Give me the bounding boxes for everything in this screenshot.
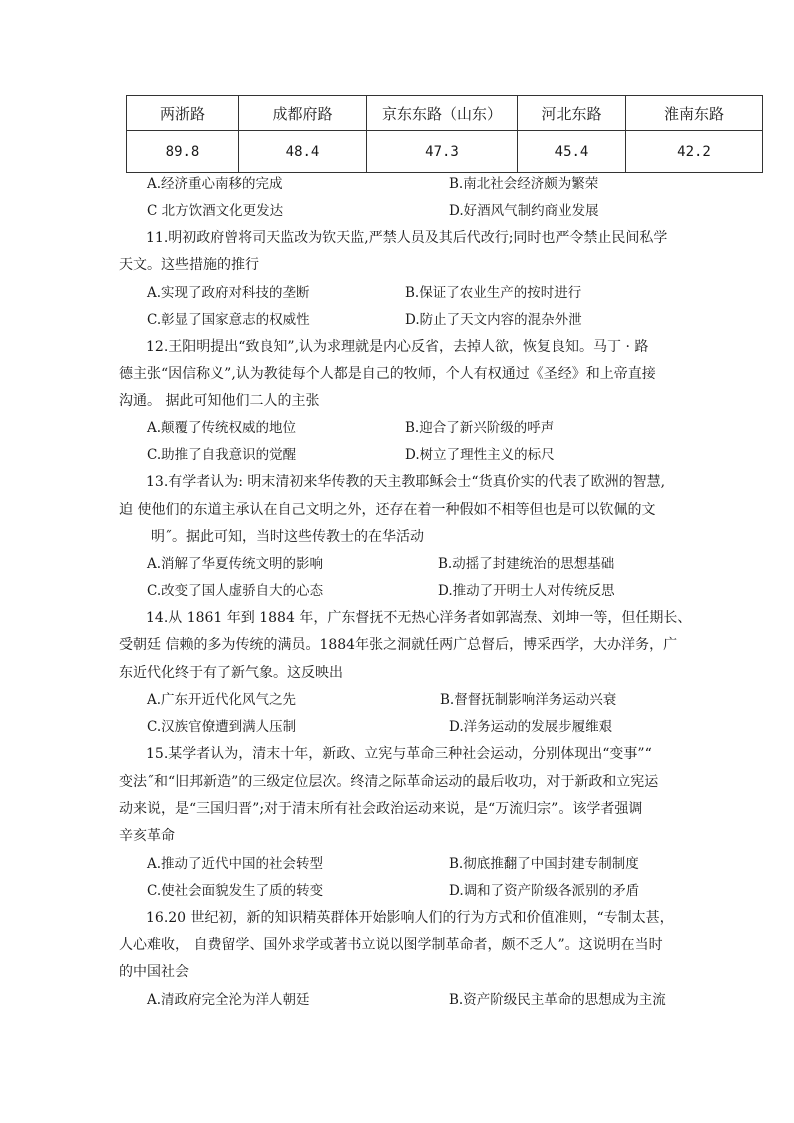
q13-option-a: A.消解了华夏传统文明的影响 bbox=[147, 556, 324, 572]
table-header-cell: 成都府路 bbox=[239, 96, 367, 131]
table-cell: 42.2 bbox=[626, 131, 763, 173]
table-header-cell: 河北东路 bbox=[518, 96, 626, 131]
q12-option-a: A.颠覆了传统权威的地位 bbox=[147, 420, 297, 436]
table-cell: 45.4 bbox=[518, 131, 626, 173]
q15-stem-line: 15.某学者认为，清末十年，新政、立宪与革命三种社会运动，分别体现出“变事”“ bbox=[146, 746, 652, 762]
q13-option-d: D.推动了开明士人对传统反思 bbox=[438, 583, 615, 599]
q12-option-c: C.助推了自我意识的觉醒 bbox=[147, 447, 297, 463]
table-header-cell: 京东东路（山东） bbox=[367, 96, 518, 131]
q13-option-b: B.动摇了封建统治的思想基础 bbox=[438, 556, 615, 572]
q13-stem-line: 13.有学者认为: 明末清初来华传教的天主教耶稣会士“货真价实的代表了欧洲的智慧, bbox=[146, 474, 666, 490]
q16-option-b: B.资产阶级民主革命的思想成为主流 bbox=[449, 992, 666, 1008]
q16-option-a: A.清政府完全沦为洋人朝廷 bbox=[147, 992, 310, 1008]
q11-option-c: C.彰显了国家意志的权威性 bbox=[147, 312, 310, 328]
q15-option-b: B.彻底推翻了中国封建专制制度 bbox=[449, 856, 639, 872]
q15-option-c: C.使社会面貌发生了质的转变 bbox=[147, 883, 324, 899]
q10-option-d: D.好酒风气制约商业发展 bbox=[449, 203, 599, 219]
q10-option-c: C 北方饮酒文化更发达 bbox=[147, 203, 284, 219]
q15-stem-line: 动来说，是“三国归晋”;对于清末所有社会政治运动来说，是“万流归宗”。该学者强调 bbox=[119, 801, 643, 817]
q14-option-b: B.督督抚制影响洋务运动兴衰 bbox=[440, 692, 617, 708]
q12-stem-line: 沟通。 据此可知他们二人的主张 bbox=[119, 393, 320, 409]
table-header-cell: 两浙路 bbox=[127, 96, 239, 131]
q10-option-b: B.南北社会经济颇为繁荣 bbox=[449, 176, 599, 192]
q15-option-d: D.调和了资产阶级各派别的矛盾 bbox=[449, 883, 640, 899]
q12-option-d: D.树立了理性主义的标尺 bbox=[405, 447, 555, 463]
q13-stem-line: 明˝。据此可知，当时这些传教士的在华活动 bbox=[151, 529, 424, 545]
q11-stem-line: 11.明初政府曾将司天监改为钦天监,严禁人员及其后代改行;同时也严令禁止民间私学 bbox=[146, 230, 668, 246]
table-cell: 89.8 bbox=[127, 131, 239, 173]
table-header-cell: 淮南东路 bbox=[626, 96, 763, 131]
q14-option-d: D.洋务运动的发展步履维艰 bbox=[449, 719, 613, 735]
q14-option-a: A.广东开近代化风气之先 bbox=[147, 692, 297, 708]
q11-stem-line: 天文。这些措施的推行 bbox=[119, 257, 259, 273]
q11-option-d: D.防止了天文内容的混杂外泄 bbox=[405, 312, 582, 328]
table-cell: 48.4 bbox=[239, 131, 367, 173]
q10-option-a: A.经济重心南移的完成 bbox=[147, 176, 283, 192]
q11-option-b: B.保证了农业生产的按时进行 bbox=[405, 285, 582, 301]
q14-option-c: C.汉族官僚遭到满人压制 bbox=[147, 719, 297, 735]
q14-stem-line: 14.从 1861 年到 1884 年，广东督抚不无热心洋务者如郭嵩焘、刘坤一等，但任期长、 bbox=[146, 610, 692, 626]
q15-stem-line: 辛亥革命 bbox=[119, 828, 175, 844]
q16-stem-line: 的中国社会 bbox=[119, 964, 189, 980]
q11-option-a: A.实现了政府对科技的垄断 bbox=[147, 285, 310, 301]
table-row bbox=[127, 131, 763, 173]
q16-stem-line: 人心难收， 自费留学、国外求学或著书立说以图学制革命者，颇不乏人”。这说明在当时 bbox=[119, 937, 663, 953]
q13-stem-line: 迫 使他们的东道主承认在自己文明之外，还存在着一种假如不相等但也是可以钦佩的文 bbox=[119, 502, 656, 518]
table-cell: 47.3 bbox=[367, 131, 518, 173]
q13-option-c: C.改变了国人虚骄自大的心态 bbox=[147, 583, 324, 599]
q15-option-a: A.推动了近代中国的社会转型 bbox=[147, 856, 324, 872]
q14-stem-line: 受朝廷 信赖的多为传统的满员。1884年张之洞就任两广总督后，博采西学，大办洋务，广 bbox=[119, 637, 678, 653]
q15-stem-line: 变法˝和“旧邦新造”的三级定位层次。终清之际革命运动的最后收功，对于新政和立宪运 bbox=[119, 774, 659, 790]
q12-stem-line: 德主张“因信称义”,认为教徒每个人都是自己的牧师，个人有权通过《圣经》和上帝直接 bbox=[119, 366, 656, 382]
q12-stem-line: 12.王阳明提出“致良知”,认为求理就是内心反省，去掉人欲，恢复良知。马丁 · 路 bbox=[146, 339, 649, 355]
q16-stem-line: 16.20 世纪初，新的知识精英群体开始影响人们的行为方式和价值准则，“专制太甚， bbox=[146, 910, 674, 926]
q12-option-b: B.迎合了新兴阶级的呼声 bbox=[405, 420, 555, 436]
q14-stem-line: 东近代化终于有了新气象。这反映出 bbox=[119, 665, 343, 681]
tax-data-table bbox=[126, 95, 763, 173]
table-header-row bbox=[127, 96, 763, 131]
